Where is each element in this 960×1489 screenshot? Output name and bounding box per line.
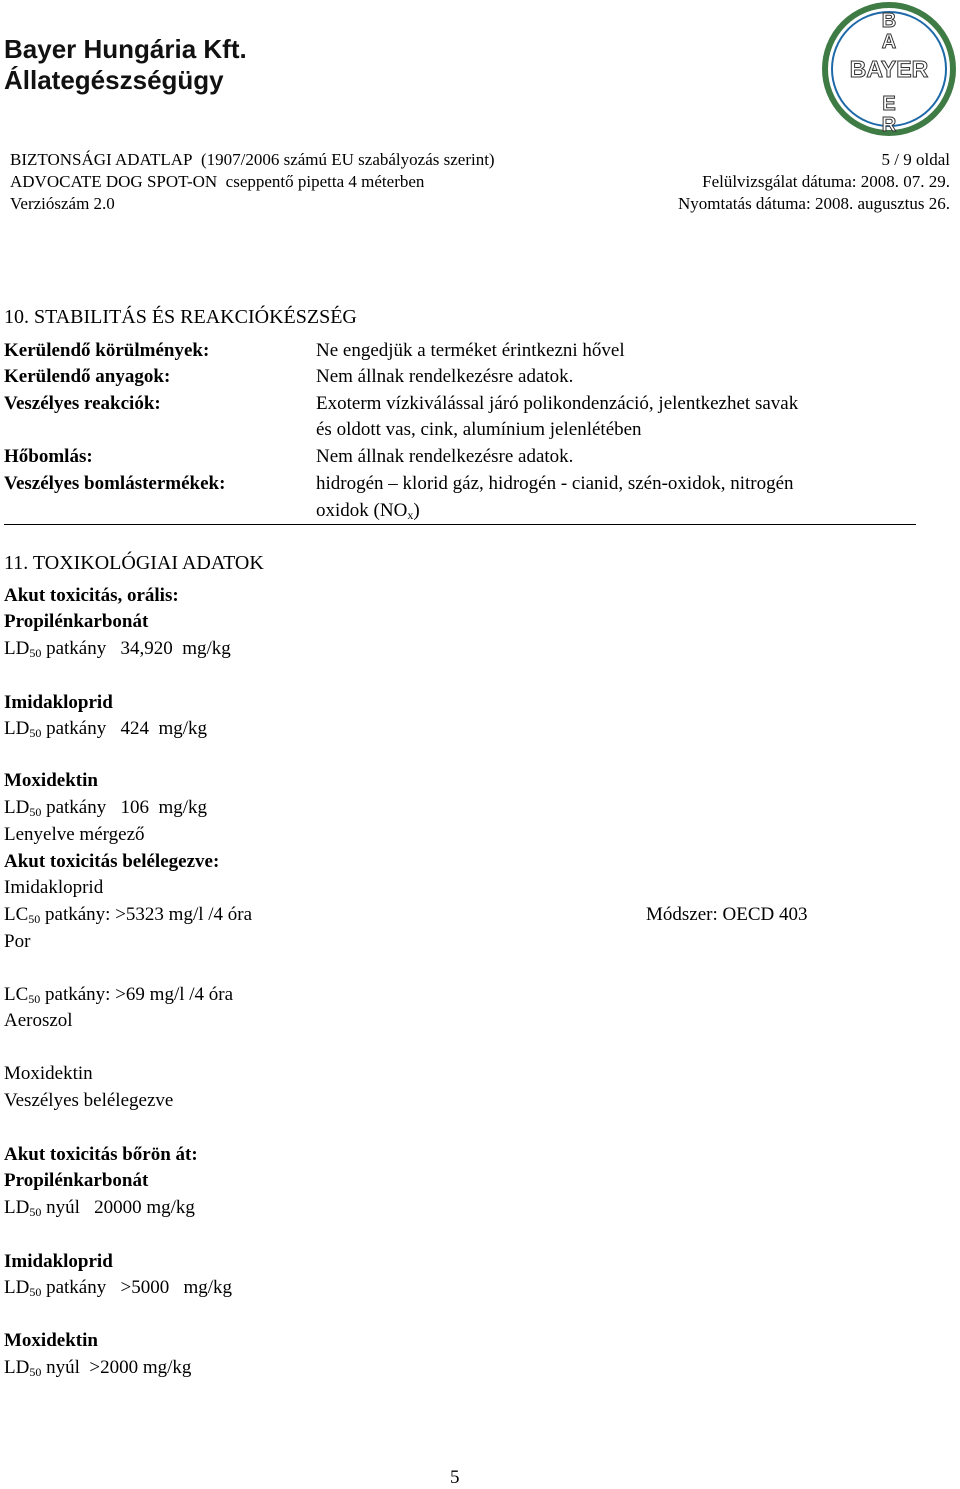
division-name: Állategészségügy <box>4 65 224 95</box>
inhalation-toxicity-heading: Akut toxicitás belélegezve: <box>4 851 220 872</box>
inhalation-substance-moxidectin: Moxidektin <box>4 1063 93 1084</box>
value-avoid-materials: Nem állnak rendelkezésre adatok. <box>316 366 574 387</box>
oral-ld50-moxidectin: $LD_{50}$ patkány 106 mg/kg <box>4 797 208 819</box>
product-name: ADVOCATE DOG SPOT-ON cseppentő pipetta 4 méterben <box>10 172 425 191</box>
version-number: Verziószám 2.0 <box>10 194 115 213</box>
bayer-logo <box>820 0 958 138</box>
section-10-title: 10. STABILITÁS ÉS REAKCIÓKÉSZSÉG <box>4 306 357 328</box>
dermal-ld50-propylene: $LD_{50}$ nyúl 20000 mg/kg <box>4 1197 195 1219</box>
dermal-ld50-moxidectin: $LD_{50}$ nyúl >2000 mg/kg <box>4 1357 192 1379</box>
revision-date: Felülvizsgálat dátuma: 2008. 07. 29. <box>702 172 950 191</box>
regulation-ref: (1907/2006 számú EU szabályozás szerint) <box>200 150 495 169</box>
section-divider <box>4 524 916 525</box>
page-of: 5 / 9 oldal <box>881 150 950 169</box>
inhalation-method: Módszer: OECD 403 <box>646 904 808 925</box>
logo-letter-e: E <box>882 93 896 115</box>
value-avoid-conditions: Ne engedjük a terméket érintkezni hővel <box>316 340 625 361</box>
label-hazardous-reactions: Veszélyes reakciók: <box>4 393 161 414</box>
print-date: Nyomtatás dátuma: 2008. augusztus 26. <box>678 194 950 213</box>
value-hazardous-reactions-cont: és oldott vas, cink, alumínium jelenlétében <box>316 419 642 440</box>
oral-toxicity-heading: Akut toxicitás, orális: <box>4 585 179 606</box>
label-avoid-conditions: Kerülendő körülmények: <box>4 340 210 361</box>
label-decomposition-products: Veszélyes bomlástermékek: <box>4 473 226 494</box>
dermal-toxicity-heading: Akut toxicitás bőrön át: <box>4 1144 198 1165</box>
value-thermal-decomposition: Nem állnak rendelkezésre adatok. <box>316 446 574 467</box>
logo-letter-a: A <box>881 31 897 53</box>
value-decomposition-products-cont: oxidok $(NO_x)$ <box>316 500 420 522</box>
value-decomposition-products: hidrogén – klorid gáz, hidrogén - cianid, szén-oxidok, nitrogén <box>316 473 794 494</box>
logo-letter-r: R <box>881 114 897 136</box>
inhalation-note-moxidectin: Veszélyes belélegezve <box>4 1090 174 1111</box>
logo-letter-b: B <box>881 10 897 32</box>
label-thermal-decomposition: Hőbomlás: <box>4 446 93 467</box>
dermal-substance-propylene: Propilénkarbonát <box>4 1170 149 1191</box>
doc-title: BIZTONSÁGI ADATLAP (1907/2006 számú EU szabályozás szerint) <box>10 150 495 169</box>
oral-substance-imidacloprid: Imidakloprid <box>4 692 113 713</box>
inhalation-form-aerosol: Aeroszol <box>4 1010 73 1031</box>
dermal-substance-moxidectin: Moxidektin <box>4 1330 98 1351</box>
label-avoid-materials: Kerülendő anyagok: <box>4 366 171 387</box>
inhalation-lc50-dust: $LC_{50}$ patkány: >5323 mg/l /4 óra <box>4 904 253 926</box>
page-number: 5 <box>450 1467 460 1488</box>
oral-note-moxidectin: Lenyelve mérgező <box>4 824 145 845</box>
dermal-ld50-imidacloprid: $LD_{50}$ patkány >5000 mg/kg <box>4 1277 232 1299</box>
oral-substance-propylene: Propilénkarbonát <box>4 611 149 632</box>
dermal-substance-imidacloprid: Imidakloprid <box>4 1251 113 1272</box>
product-description: cseppentő pipetta 4 méterben <box>225 172 425 191</box>
inhalation-lc50-aerosol: $LC_{50}$ patkány: >69 mg/l /4 óra <box>4 984 234 1006</box>
section-11-title: 11. TOXIKOLÓGIAI ADATOK <box>4 552 264 574</box>
value-hazardous-reactions: Exoterm vízkiválással járó polikondenzáció, jelentkezhet savak <box>316 393 799 414</box>
oral-ld50-propylene: $LD_{50}$ patkány 34,920 mg/kg <box>4 638 231 660</box>
inhalation-form-dust: Por <box>4 931 31 952</box>
logo-word-bayer: BAYER <box>849 56 929 82</box>
oral-ld50-imidacloprid: $LD_{50}$ patkány 424 mg/kg <box>4 718 208 740</box>
company-name: Bayer Hungária Kft. <box>4 34 247 64</box>
oral-substance-moxidectin: Moxidektin <box>4 770 98 791</box>
inhalation-substance-imidacloprid: Imidakloprid <box>4 877 104 898</box>
